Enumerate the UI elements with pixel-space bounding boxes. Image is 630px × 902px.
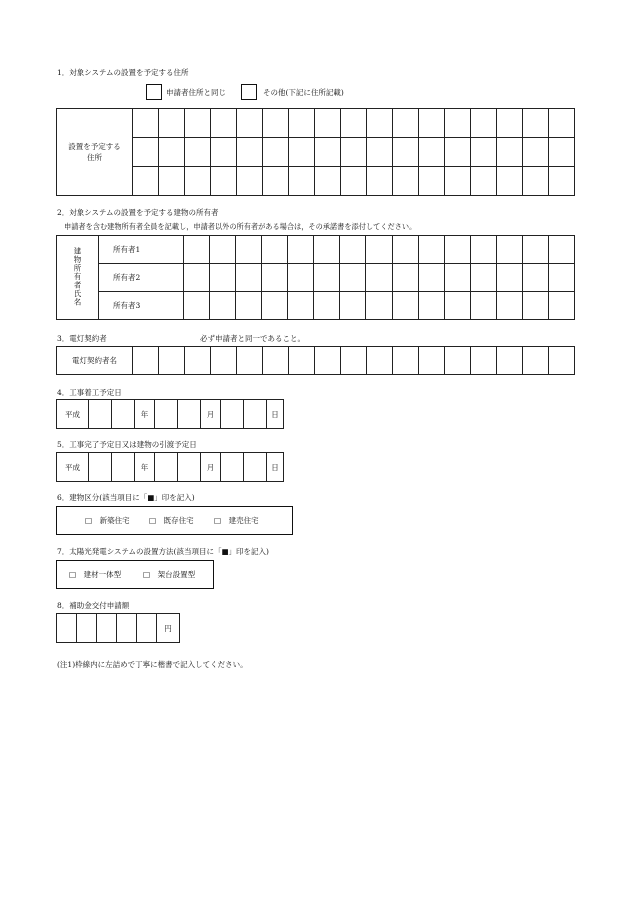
owner-name-cell[interactable] [522,292,548,320]
address-input-cell[interactable] [263,109,289,138]
footnote: (注1)枠線内に左詰めで丁寧に楷書で記入してください。 [57,660,248,669]
section4-title: 4．工事着工予定日 [57,388,122,397]
same-address-label: 申請者住所と同じ [166,88,226,97]
address-input-cell[interactable] [393,167,419,196]
owner-name-cell[interactable] [522,236,548,264]
address-input-cell[interactable] [237,138,263,167]
contract-name-cell[interactable] [289,347,315,375]
owner-name-cell[interactable] [522,264,548,292]
readybuilt-house-option[interactable]: □ 建売住宅 [214,516,259,525]
address-input-cell[interactable] [341,109,367,138]
contract-name-cell[interactable] [549,347,575,375]
contract-name-cell[interactable] [367,347,393,375]
section5-title: 5．工事完了予定日又は建物の引渡予定日 [57,440,197,449]
owner-table [56,235,575,320]
owner-name-cell[interactable] [444,264,470,292]
owner-name-cell[interactable] [262,236,288,264]
owner-name-cell[interactable] [418,292,444,320]
address-input-cell[interactable] [133,109,159,138]
address-input-cell[interactable] [289,138,315,167]
owner-name-cell[interactable] [392,264,418,292]
owner-name-cell[interactable] [340,292,366,320]
owner-name-cell[interactable] [496,236,522,264]
contract-name-cell[interactable] [185,347,211,375]
amount-digit-cell[interactable] [77,614,97,643]
owner-name-cell[interactable] [210,292,236,320]
owner-name-cell[interactable] [392,236,418,264]
owner-name-cell[interactable] [496,264,522,292]
owner-name-cell[interactable] [184,264,210,292]
address-input-cell[interactable] [367,138,393,167]
amount-digit-cell[interactable] [117,614,137,643]
date-digit-cell[interactable] [112,453,135,482]
date-digit-cell[interactable] [244,400,267,429]
contract-name-cell[interactable] [237,347,263,375]
owner-name-cell[interactable] [444,236,470,264]
section2-title: 2．対象システムの設置を予定する建物の所有者 [57,208,219,217]
address-input-cell[interactable] [523,167,549,196]
address-input-cell[interactable] [315,138,341,167]
date-era-label: 平成 [57,400,89,429]
section3-note: 必ず申請者と同一であること。 [200,334,305,343]
contract-name-cell[interactable] [341,347,367,375]
address-input-cell[interactable] [471,167,497,196]
address-input-cell[interactable] [159,109,185,138]
owner-name-cell[interactable] [314,264,340,292]
address-input-cell[interactable] [185,138,211,167]
address-input-cell[interactable] [367,167,393,196]
owner-name-cell[interactable] [418,236,444,264]
date-d-label: 日 [267,453,284,482]
same-address-checkbox[interactable] [146,84,162,100]
address-table [56,108,575,196]
address-input-cell[interactable] [263,167,289,196]
owner-name-cell[interactable] [184,236,210,264]
owner-name-cell[interactable] [340,264,366,292]
owner-name-cell[interactable] [288,264,314,292]
address-input-cell[interactable] [497,109,523,138]
owner-name-cell[interactable] [262,292,288,320]
owner-row-label: 所有者3 [99,292,184,320]
address-input-cell[interactable] [497,167,523,196]
contract-name-cell[interactable] [393,347,419,375]
date-d-label: 日 [267,400,284,429]
owner-name-cell[interactable] [262,264,288,292]
address-input-cell[interactable] [445,109,471,138]
date-digit-cell[interactable] [178,453,201,482]
owner-name-cell[interactable] [314,292,340,320]
address-input-cell[interactable] [211,109,237,138]
new-house-option[interactable]: □ 新築住宅 [85,516,130,525]
address-input-cell[interactable] [237,109,263,138]
date-digit-cell[interactable] [112,400,135,429]
owner-name-cell[interactable] [366,264,392,292]
address-input-cell[interactable] [523,138,549,167]
owner-name-cell[interactable] [236,236,262,264]
owner-name-cell[interactable] [288,292,314,320]
integrated-type-option[interactable]: □ 建材一体型 [69,570,122,579]
date-y-label: 年 [135,400,155,429]
address-input-cell[interactable] [341,167,367,196]
owner-name-cell[interactable] [288,236,314,264]
owner-name-cell[interactable] [236,264,262,292]
building-type-box [56,506,293,535]
owner-row-label: 所有者2 [99,264,184,292]
section8-title: 8．補助金交付申請額 [57,601,130,610]
owner-name-cell[interactable] [444,292,470,320]
address-input-cell[interactable] [211,138,237,167]
address-input-cell[interactable] [289,109,315,138]
owner-name-cell[interactable] [366,236,392,264]
address-input-cell[interactable] [133,138,159,167]
address-input-cell[interactable] [445,167,471,196]
address-input-cell[interactable] [497,138,523,167]
section7-title: 7．太陽光発電システムの設置方法(該当項目に「■」印を記入) [57,547,269,556]
address-input-cell[interactable] [471,109,497,138]
address-input-cell[interactable] [289,167,315,196]
section2-note: 申請者を含む建物所有者全員を記載し，申請者以外の所有者がある場合は，その承諾書を添付してください。 [64,222,417,231]
date-y-label: 年 [135,453,155,482]
owner-name-cell[interactable] [470,292,496,320]
mount-type-option[interactable]: □ 架台設置型 [143,570,196,579]
existing-house-option[interactable]: □ 既存住宅 [149,516,194,525]
owner-name-cell[interactable] [184,292,210,320]
section3-title: 3．電灯契約者 [57,334,107,343]
contract-table [56,346,575,375]
date-digit-cell[interactable] [221,400,244,429]
owner-name-cell[interactable] [470,236,496,264]
address-input-cell[interactable] [185,167,211,196]
owner-name-cell[interactable] [340,236,366,264]
owner-side-label: 建物所有者氏名 [57,236,99,320]
date-digit-cell[interactable] [89,453,112,482]
contract-name-cell[interactable] [471,347,497,375]
address-input-cell[interactable] [549,109,575,138]
owner-name-cell[interactable] [210,236,236,264]
contract-name-cell[interactable] [419,347,445,375]
amount-digit-cell[interactable] [137,614,157,643]
amount-digit-cell[interactable] [97,614,117,643]
date-digit-cell[interactable] [244,453,267,482]
address-input-cell[interactable] [549,138,575,167]
address-input-cell[interactable] [523,109,549,138]
end-date-table [56,452,284,482]
address-input-cell[interactable] [237,167,263,196]
owner-name-cell[interactable] [210,264,236,292]
owner-row-label: 所有者1 [99,236,184,264]
contract-label-cell: 電灯契約者名 [57,347,133,375]
start-date-table [56,399,284,429]
address-input-cell[interactable] [159,138,185,167]
address-input-cell[interactable] [419,138,445,167]
contract-name-cell[interactable] [211,347,237,375]
yen-unit-label: 円 [157,614,180,643]
contract-name-cell[interactable] [523,347,549,375]
owner-name-cell[interactable] [470,264,496,292]
address-input-cell[interactable] [419,109,445,138]
address-input-cell[interactable] [549,167,575,196]
other-address-label: その他(下記に住所記載) [263,88,344,97]
amount-table [56,613,180,643]
address-input-cell[interactable] [445,138,471,167]
contract-name-cell[interactable] [263,347,289,375]
amount-digit-cell[interactable] [57,614,77,643]
address-input-cell[interactable] [393,109,419,138]
owner-name-cell[interactable] [548,236,574,264]
owner-name-cell[interactable] [496,292,522,320]
address-input-cell[interactable] [159,167,185,196]
owner-name-cell[interactable] [236,292,262,320]
install-method-box [56,560,214,589]
date-digit-cell[interactable] [89,400,112,429]
date-digit-cell[interactable] [155,400,178,429]
address-input-cell[interactable] [263,138,289,167]
date-m-label: 月 [201,400,221,429]
date-era-label: 平成 [57,453,89,482]
other-address-checkbox[interactable] [241,84,257,100]
date-digit-cell[interactable] [221,453,244,482]
address-input-cell[interactable] [341,138,367,167]
address-input-cell[interactable] [367,109,393,138]
contract-name-cell[interactable] [159,347,185,375]
date-digit-cell[interactable] [155,453,178,482]
address-input-cell[interactable] [185,109,211,138]
date-digit-cell[interactable] [178,400,201,429]
section6-title: 6．建物区分(該当項目に「■」印を記入) [57,493,195,502]
section1-title: 1．対象システムの設置を予定する住所 [57,68,189,77]
contract-name-cell[interactable] [315,347,341,375]
address-input-cell[interactable] [211,167,237,196]
contract-name-cell[interactable] [497,347,523,375]
address-input-cell[interactable] [315,167,341,196]
owner-name-cell[interactable] [548,292,574,320]
contract-name-cell[interactable] [445,347,471,375]
contract-name-cell[interactable] [133,347,159,375]
address-input-cell[interactable] [471,138,497,167]
owner-name-cell[interactable] [418,264,444,292]
date-m-label: 月 [201,453,221,482]
address-label-cell: 設置を予定する 住所 [57,109,133,196]
address-input-cell[interactable] [419,167,445,196]
address-input-cell[interactable] [393,138,419,167]
owner-name-cell[interactable] [366,292,392,320]
owner-name-cell[interactable] [392,292,418,320]
address-input-cell[interactable] [315,109,341,138]
owner-name-cell[interactable] [548,264,574,292]
owner-name-cell[interactable] [314,236,340,264]
address-input-cell[interactable] [133,167,159,196]
